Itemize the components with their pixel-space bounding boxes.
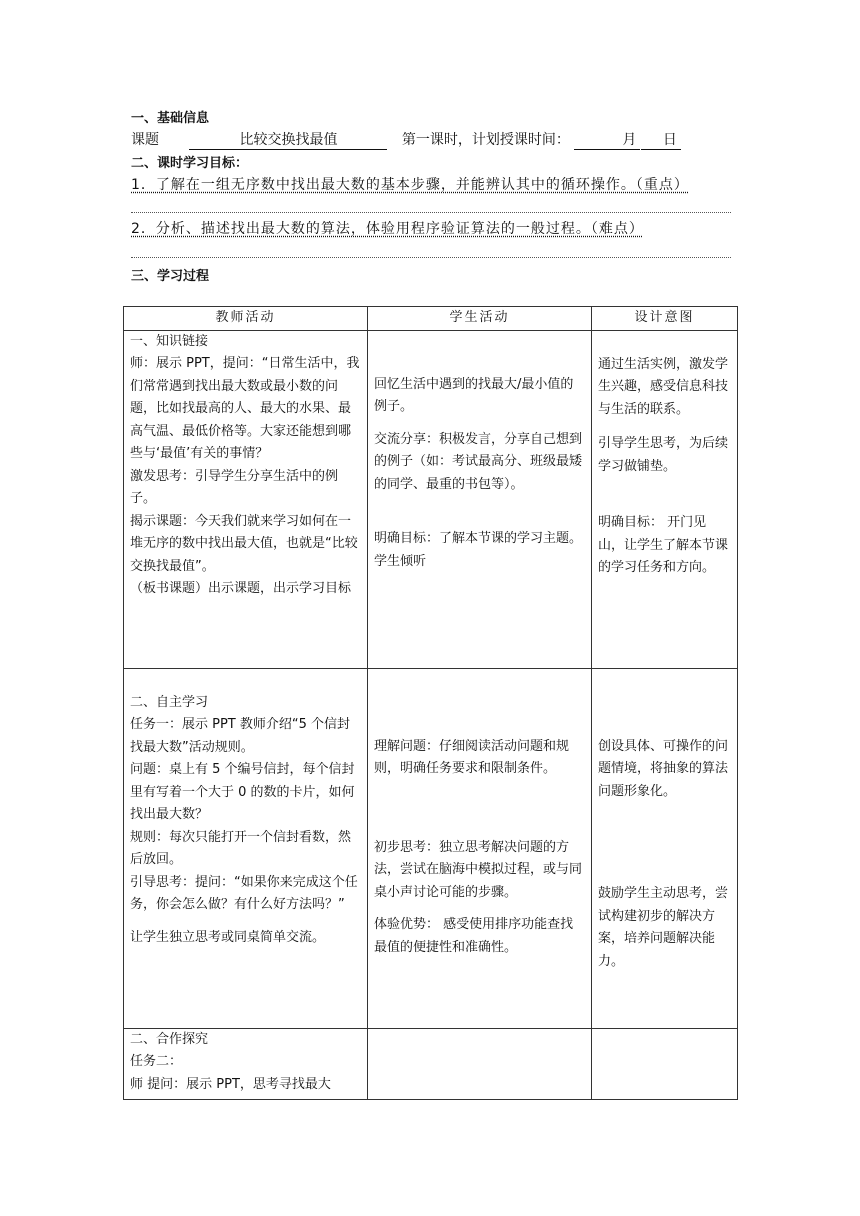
cell-text: 鼓励学生主动思考，尝试构建初步的解决方案，培养问题解决能力。 (598, 886, 729, 969)
teacher-cell (124, 1028, 368, 1100)
cell-text: 任务一：展示 PPT 教师介绍“5 个信封找最大数”活动规则。 (130, 717, 351, 755)
cell-text: 体验优势： 感受使用排序功能查找最值的便捷性和准确性。 (374, 917, 574, 955)
dotted-rule (131, 212, 731, 213)
cell-text: 交流分享：积极发言，分享自己想到的例子（如：考试最高分、班级最矮的同学、最重的书包等）。 (374, 431, 583, 492)
cell-text: 二、合作探究 (130, 1031, 209, 1047)
section-basic-info-title: 一、基础信息 (131, 111, 210, 126)
cell-text: 任务二： (130, 1054, 183, 1069)
cell-text: 明确目标： 开门见山，让学生了解本节课的学习任务和方向。 (598, 515, 729, 575)
cell-text: 回忆生活中遇到的找最大/最小值的例子。 (374, 376, 574, 414)
cell-text: 揭示课题：今天我们就来学习如何在一堆无序的数中找出最大值，也就是“比较交换找最值”。 (130, 513, 358, 574)
design-cell (592, 668, 738, 1028)
cell-text: 明确目标：了解本节课的学习主题。学生倾听 (374, 531, 583, 569)
table-row (124, 330, 738, 668)
cell-text: 规则：每次只能打开一个信封看数，然后放回。 (130, 829, 352, 867)
learning-process-table (123, 306, 738, 1100)
topic-label: 课题 (131, 132, 159, 148)
cell-text: 创设具体、可操作的问题情境，将抽象的算法问题形象化。 (598, 738, 729, 799)
design-cell (592, 1028, 738, 1100)
cell-text: 二、自主学习 (130, 694, 209, 710)
cell-text: 引导思考：提问：“如果你来完成这个任务，你会怎么做？有什么好方法吗？” (130, 874, 358, 912)
dotted-rule (131, 257, 731, 258)
cell-text: 师 提问：展示 PPT，思考寻找最大 (130, 1076, 331, 1092)
cell-text: 让学生独立思考或同桌简单交流。 (130, 929, 326, 945)
table-row (124, 668, 738, 1028)
cell-text: 通过生活实例，激发学生兴趣，感受信息科技与生活的联系。 (598, 356, 729, 417)
section-goals-title: 二、课时学习目标： (131, 156, 249, 171)
table-row (124, 1028, 738, 1100)
month-field: 月 (574, 129, 640, 150)
teacher-cell (124, 330, 368, 668)
cell-text: 引导学生思考，为后续学习做铺垫。 (598, 436, 729, 474)
teacher-cell (124, 668, 368, 1028)
cell-text: 师：展示 PPT，提问：“日常生活中，我们常常遇到找出最大数或最小数的问题，比如找最高的人、最大的水果、最高气温、最低价格等。大家还能想到哪些与‘最值’有关的事情？ (130, 356, 360, 461)
topic-line (131, 129, 681, 150)
cell-text: 一、知识链接 (130, 333, 209, 349)
cell-text: 理解问题：仔细阅读活动问题和规则，明确任务要求和限制条件。 (374, 738, 570, 776)
cell-text: 问题：桌上有 5 个编号信封，每个信封里有写着一个大于 0 的数的卡片，如何找出最大数？ (130, 762, 355, 822)
table-header-row (124, 307, 738, 331)
section-process-title: 三、学习过程 (131, 269, 210, 284)
header-student: 学生活动 (368, 307, 592, 331)
student-cell (368, 1028, 592, 1100)
cell-text: （板书课题）出示课题，出示学习目标 (130, 581, 352, 596)
cell-text: 激发思考：引导学生分享生活中的例子。 (130, 468, 339, 506)
student-cell (368, 330, 592, 668)
day-field: 日 (641, 129, 681, 150)
header-design: 设计意图 (592, 307, 738, 331)
cell-text: 初步思考：独立思考解决问题的方法，尝试在脑海中模拟过程，或与同桌小声讨论可能的步骤。 (374, 839, 583, 900)
goal-item: 2．分析、描述找出最大数的算法，体验用程序验证算法的一般过程。（难点） (131, 221, 644, 237)
goal-item: 1．了解在一组无序数中找出最大数的基本步骤，并能辨认其中的循环操作。（重点） (131, 177, 689, 193)
student-cell (368, 668, 592, 1028)
header-teacher: 教师活动 (124, 307, 368, 331)
topic-value: 比较交换找最值 (189, 129, 387, 150)
design-cell (592, 330, 738, 668)
lesson-time-text: 第一课时，计划授课时间： (401, 132, 570, 148)
